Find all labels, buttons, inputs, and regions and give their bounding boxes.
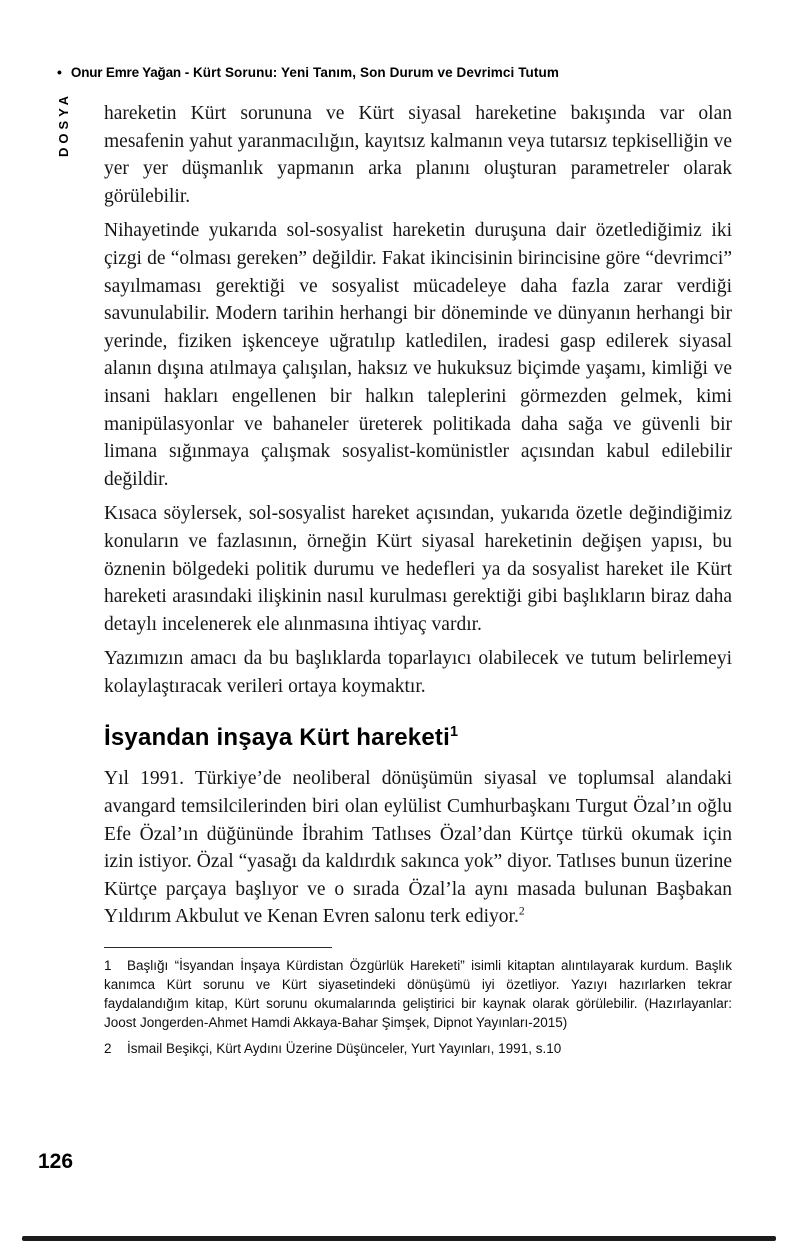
footnote	[104, 1039, 732, 1058]
footnote	[104, 956, 732, 1032]
text-column	[104, 100, 732, 1065]
footnote-ref-2: 2	[518, 904, 525, 918]
footnote-number: 1	[104, 958, 112, 974]
running-header	[57, 64, 757, 80]
paragraph: Nihayetinde yukarıda sol-sosyalist hareketin duruşuna dair özetlediğimiz iki çizgi de “olması gereken” değildir. Fakat ikincisinin birincisine göre “devrimci” sayılmaması gerektiği ve sosyalist mücadeleye daha fazla zarar verdiği savunulabilir. Modern tarihin herhangi bir döneminde ve dünyanın herhangi bir yerinde, fiziken işkenceye uğratılıp katledilen, iradesi gasp edilerek siyasal alanın dışına atılmaya çalışılan, haksız ve hukuksuz biçimde yaşamı, kimliği ve insani hakları engellenen bir halkın taleplerini görmezden gelmek, kimi manipülasyonlar ve bahaneler üreterek politikada daha sağa ve güvenli bir limana sığınmaya çalışmak sosyalist-komünistler açısından kabul edilebilir değildir.	[104, 220, 732, 490]
bullet-icon: •	[57, 64, 62, 80]
footnote-ref-1: 1	[449, 724, 459, 741]
header-separator: -	[180, 65, 193, 80]
paragraph-text: Yıl 1991. Türkiye’de neoliberal dönüşümün siyasal ve toplumsal alandaki avangard temsilcilerinden biri olan eylülist Cumhurbaşkanı Turgut Özal’ın oğlu Efe Özal’ın düğününde İbrahim Tatlıses Özal’dan Kürtçe türkü okumak için izin istiyor. Özal “yasağı da kaldırdık sakınca yok” diyor. Tatlıses bunun üzerine Kürtçe parçaya başlıyor ve o sırada Özal’la aynı masada bulunan Başbakan Yıldırım Akbulut ve Kenan Evren salonu terk ediyor.	[104, 768, 732, 928]
page-number: 126	[38, 1150, 74, 1173]
header-author: Onur Emre Yağan	[70, 65, 181, 80]
paragraph: Kısaca söylersek, sol-sosyalist hareket açısından, yukarıda özetle değindiğimiz konuların ve fazlasının, örneğin Kürt siyasal hareketinin değişen yapısı, bu öznenin bölgedeki politik durumu ve hedefleri ya da sosyalist hareket ile Kürt hareketi arasındaki ilişkinin nasıl kurulması gerektiği gibi başlıkların biraz daha detaylı incelenerek ele alınmasına ihtiyaç vardır.	[104, 503, 732, 635]
paragraph	[104, 765, 732, 931]
section-heading	[104, 724, 732, 752]
paragraph: Yazımızın amacı da bu başlıklarda toparlayıcı olabilecek ve tutum belirlemeyi kolaylaştıracak verileri ortaya koymaktır.	[104, 648, 732, 697]
page-edge-shadow	[22, 1236, 776, 1241]
footnotes	[104, 956, 732, 1058]
footnote-text: Başlığı “İsyandan İnşaya Kürdistan Özgürlük Hareketi” isimli kitaptan alıntılayarak kurdum. Başlık kanımca Kürt sorunu ve Kürt siyasetindeki dönüşümü iyi özetliyor. Yazıyı hazırlarken tekrar faydalandığım kitap, Kürt sorunu okumalarında geliştirici bir kaynak olarak görülebilir. (Hazırlayanlar: Joost Jongerden-Ahmet Hamdi Akkaya-Bahar Şimşek, Dipnot Yayınları-2015)	[104, 958, 732, 1031]
footnote-number: 2	[104, 1041, 112, 1057]
paragraph: hareketin Kürt sorununa ve Kürt siyasal hareketine bakışında var olan mesafenin yahut yaranmacılığın, kayıtsız kalmanın veya tutarsız tepkiselliğin ve yer yer düşmanlık yapmanın arka planını oluşturan parametreler olarak görülebilir.	[104, 103, 732, 207]
section-tag-dosya: DOSYA	[56, 92, 71, 158]
header-book-title: Kürt Sorunu: Yeni Tanım, Son Durum ve Devrimci Tutum	[192, 65, 559, 80]
section-heading-text: İsyandan inşaya Kürt hareketi	[104, 724, 450, 752]
footnote-text: İsmail Beşikçi, Kürt Aydını Üzerine Düşünceler, Yurt Yayınları, 1991, s.10	[127, 1041, 562, 1057]
footnote-separator	[104, 947, 332, 948]
